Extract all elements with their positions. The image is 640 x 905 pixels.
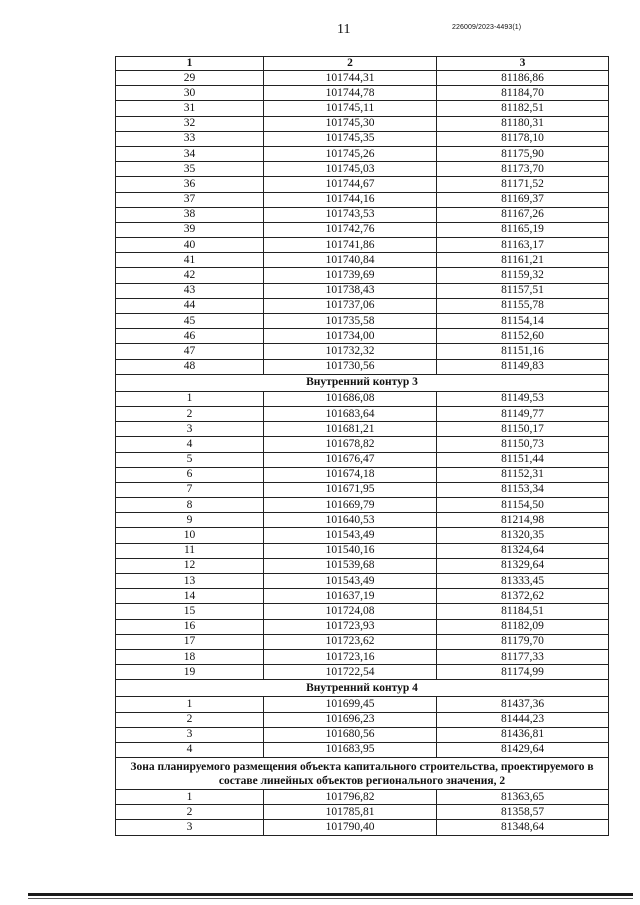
y-coordinate-cell: 81214,98 <box>437 513 609 528</box>
table-row <box>116 422 609 437</box>
point-number-cell: 39 <box>116 222 264 237</box>
table-row <box>116 283 609 298</box>
point-number-cell: 3 <box>116 727 264 742</box>
x-coordinate-cell: 101732,32 <box>264 344 437 359</box>
x-coordinate-cell: 101738,43 <box>264 283 437 298</box>
point-number-cell: 4 <box>116 742 264 757</box>
point-number-cell: 14 <box>116 589 264 604</box>
y-coordinate-cell: 81154,50 <box>437 498 609 513</box>
y-coordinate-cell: 81186,86 <box>437 71 609 86</box>
x-coordinate-cell: 101742,76 <box>264 222 437 237</box>
table-row <box>116 177 609 192</box>
point-number-cell: 18 <box>116 649 264 664</box>
x-coordinate-cell: 101737,06 <box>264 298 437 313</box>
point-number-cell: 48 <box>116 359 264 374</box>
x-coordinate-cell: 101796,82 <box>264 790 437 805</box>
point-number-cell: 35 <box>116 162 264 177</box>
y-coordinate-cell: 81151,16 <box>437 344 609 359</box>
table-row <box>116 727 609 742</box>
point-number-cell: 5 <box>116 452 264 467</box>
zone-title-row <box>116 758 609 790</box>
y-coordinate-cell: 81182,09 <box>437 619 609 634</box>
point-number-cell: 15 <box>116 604 264 619</box>
x-coordinate-cell: 101723,93 <box>264 619 437 634</box>
y-coordinate-cell: 81177,33 <box>437 649 609 664</box>
x-coordinate-cell: 101790,40 <box>264 820 437 835</box>
y-coordinate-cell: 81179,70 <box>437 634 609 649</box>
table-row <box>116 162 609 177</box>
y-coordinate-cell: 81171,52 <box>437 177 609 192</box>
y-coordinate-cell: 81151,44 <box>437 452 609 467</box>
table-row <box>116 238 609 253</box>
table-row <box>116 406 609 421</box>
x-coordinate-cell: 101744,78 <box>264 86 437 101</box>
table-row <box>116 131 609 146</box>
x-coordinate-cell: 101744,67 <box>264 177 437 192</box>
table-row <box>116 820 609 835</box>
y-coordinate-cell: 81152,31 <box>437 467 609 482</box>
section-title: Внутренний контур 4 <box>116 680 609 697</box>
point-number-cell: 13 <box>116 574 264 589</box>
table-row <box>116 452 609 467</box>
x-coordinate-cell: 101676,47 <box>264 452 437 467</box>
point-number-cell: 8 <box>116 498 264 513</box>
y-coordinate-cell: 81320,35 <box>437 528 609 543</box>
point-number-cell: 46 <box>116 329 264 344</box>
x-coordinate-cell: 101637,19 <box>264 589 437 604</box>
header-cell-y: 3 <box>437 57 609 71</box>
point-number-cell: 1 <box>116 391 264 406</box>
point-number-cell: 12 <box>116 558 264 573</box>
table-row <box>116 513 609 528</box>
point-number-cell: 16 <box>116 619 264 634</box>
point-number-cell: 1 <box>116 697 264 712</box>
point-number-cell: 45 <box>116 314 264 329</box>
x-coordinate-cell: 101744,16 <box>264 192 437 207</box>
document-code: 226009/2023-4493(1) <box>452 24 522 31</box>
page-number: 11 <box>337 22 351 37</box>
x-coordinate-cell: 101745,03 <box>264 162 437 177</box>
table-row <box>116 604 609 619</box>
table-row <box>116 329 609 344</box>
x-coordinate-cell: 101723,16 <box>264 649 437 664</box>
section-title-row <box>116 374 609 391</box>
coordinates-table <box>115 56 609 836</box>
point-number-cell: 9 <box>116 513 264 528</box>
point-number-cell: 38 <box>116 207 264 222</box>
y-coordinate-cell: 81329,64 <box>437 558 609 573</box>
table-row <box>116 805 609 820</box>
y-coordinate-cell: 81169,37 <box>437 192 609 207</box>
section-title: Внутренний контур 3 <box>116 374 609 391</box>
y-coordinate-cell: 81152,60 <box>437 329 609 344</box>
table-row <box>116 207 609 222</box>
table-row <box>116 498 609 513</box>
x-coordinate-cell: 101683,64 <box>264 406 437 421</box>
point-number-cell: 36 <box>116 177 264 192</box>
header-cell-x: 2 <box>264 57 437 71</box>
point-number-cell: 40 <box>116 238 264 253</box>
y-coordinate-cell: 81161,21 <box>437 253 609 268</box>
y-coordinate-cell: 81159,32 <box>437 268 609 283</box>
table-row <box>116 101 609 116</box>
y-coordinate-cell: 81333,45 <box>437 574 609 589</box>
table-row <box>116 712 609 727</box>
y-coordinate-cell: 81175,90 <box>437 146 609 161</box>
footer-divider <box>28 893 633 896</box>
point-number-cell: 44 <box>116 298 264 313</box>
y-coordinate-cell: 81154,14 <box>437 314 609 329</box>
point-number-cell: 17 <box>116 634 264 649</box>
x-coordinate-cell: 101680,56 <box>264 727 437 742</box>
table-row <box>116 482 609 497</box>
x-coordinate-cell: 101745,26 <box>264 146 437 161</box>
x-coordinate-cell: 101640,53 <box>264 513 437 528</box>
table-row <box>116 146 609 161</box>
x-coordinate-cell: 101734,00 <box>264 329 437 344</box>
table-row <box>116 268 609 283</box>
point-number-cell: 2 <box>116 805 264 820</box>
table-row <box>116 71 609 86</box>
x-coordinate-cell: 101739,69 <box>264 268 437 283</box>
table-row <box>116 665 609 680</box>
table-header-row <box>116 57 609 71</box>
table-row <box>116 391 609 406</box>
x-coordinate-cell: 101745,30 <box>264 116 437 131</box>
point-number-cell: 43 <box>116 283 264 298</box>
table-row <box>116 344 609 359</box>
y-coordinate-cell: 81178,10 <box>437 131 609 146</box>
y-coordinate-cell: 81167,26 <box>437 207 609 222</box>
point-number-cell: 32 <box>116 116 264 131</box>
x-coordinate-cell: 101744,31 <box>264 71 437 86</box>
x-coordinate-cell: 101723,62 <box>264 634 437 649</box>
y-coordinate-cell: 81444,23 <box>437 712 609 727</box>
x-coordinate-cell: 101543,49 <box>264 574 437 589</box>
x-coordinate-cell: 101745,11 <box>264 101 437 116</box>
x-coordinate-cell: 101539,68 <box>264 558 437 573</box>
y-coordinate-cell: 81149,53 <box>437 391 609 406</box>
table-row <box>116 222 609 237</box>
x-coordinate-cell: 101699,45 <box>264 697 437 712</box>
point-number-cell: 19 <box>116 665 264 680</box>
table-row <box>116 619 609 634</box>
y-coordinate-cell: 81358,57 <box>437 805 609 820</box>
y-coordinate-cell: 81163,17 <box>437 238 609 253</box>
x-coordinate-cell: 101740,84 <box>264 253 437 268</box>
x-coordinate-cell: 101724,08 <box>264 604 437 619</box>
y-coordinate-cell: 81174,99 <box>437 665 609 680</box>
y-coordinate-cell: 81150,17 <box>437 422 609 437</box>
point-number-cell: 34 <box>116 146 264 161</box>
table-row <box>116 742 609 757</box>
table-row <box>116 314 609 329</box>
table-row <box>116 298 609 313</box>
x-coordinate-cell: 101696,23 <box>264 712 437 727</box>
point-number-cell: 10 <box>116 528 264 543</box>
y-coordinate-cell: 81157,51 <box>437 283 609 298</box>
x-coordinate-cell: 101683,95 <box>264 742 437 757</box>
table-row <box>116 528 609 543</box>
point-number-cell: 47 <box>116 344 264 359</box>
header-cell-point: 1 <box>116 57 264 71</box>
y-coordinate-cell: 81436,81 <box>437 727 609 742</box>
x-coordinate-cell: 101686,08 <box>264 391 437 406</box>
point-number-cell: 3 <box>116 422 264 437</box>
point-number-cell: 31 <box>116 101 264 116</box>
y-coordinate-cell: 81437,36 <box>437 697 609 712</box>
x-coordinate-cell: 101741,86 <box>264 238 437 253</box>
table-row <box>116 253 609 268</box>
table-row <box>116 697 609 712</box>
point-number-cell: 4 <box>116 437 264 452</box>
y-coordinate-cell: 81363,65 <box>437 790 609 805</box>
point-number-cell: 11 <box>116 543 264 558</box>
table-row <box>116 192 609 207</box>
y-coordinate-cell: 81184,51 <box>437 604 609 619</box>
table-row <box>116 558 609 573</box>
table-row <box>116 86 609 101</box>
point-number-cell: 2 <box>116 406 264 421</box>
x-coordinate-cell: 101745,35 <box>264 131 437 146</box>
y-coordinate-cell: 81155,78 <box>437 298 609 313</box>
x-coordinate-cell: 101671,95 <box>264 482 437 497</box>
table-row <box>116 359 609 374</box>
table-row <box>116 634 609 649</box>
table-row <box>116 574 609 589</box>
section-title: Зона планируемого размещения объекта капитального строительства, проектируемого в составе линейных объектов регионального значения, 2 <box>116 758 609 790</box>
y-coordinate-cell: 81180,31 <box>437 116 609 131</box>
point-number-cell: 42 <box>116 268 264 283</box>
x-coordinate-cell: 101540,16 <box>264 543 437 558</box>
table-row <box>116 790 609 805</box>
x-coordinate-cell: 101678,82 <box>264 437 437 452</box>
y-coordinate-cell: 81149,83 <box>437 359 609 374</box>
point-number-cell: 2 <box>116 712 264 727</box>
y-coordinate-cell: 81348,64 <box>437 820 609 835</box>
y-coordinate-cell: 81429,64 <box>437 742 609 757</box>
point-number-cell: 3 <box>116 820 264 835</box>
x-coordinate-cell: 101543,49 <box>264 528 437 543</box>
y-coordinate-cell: 81324,64 <box>437 543 609 558</box>
point-number-cell: 7 <box>116 482 264 497</box>
y-coordinate-cell: 81153,34 <box>437 482 609 497</box>
section-title-row <box>116 680 609 697</box>
point-number-cell: 41 <box>116 253 264 268</box>
table-row <box>116 467 609 482</box>
y-coordinate-cell: 81149,77 <box>437 406 609 421</box>
point-number-cell: 33 <box>116 131 264 146</box>
x-coordinate-cell: 101743,53 <box>264 207 437 222</box>
x-coordinate-cell: 101674,18 <box>264 467 437 482</box>
point-number-cell: 30 <box>116 86 264 101</box>
y-coordinate-cell: 81184,70 <box>437 86 609 101</box>
point-number-cell: 37 <box>116 192 264 207</box>
table-row <box>116 543 609 558</box>
point-number-cell: 1 <box>116 790 264 805</box>
x-coordinate-cell: 101730,56 <box>264 359 437 374</box>
y-coordinate-cell: 81182,51 <box>437 101 609 116</box>
x-coordinate-cell: 101785,81 <box>264 805 437 820</box>
x-coordinate-cell: 101681,21 <box>264 422 437 437</box>
table-row <box>116 589 609 604</box>
point-number-cell: 29 <box>116 71 264 86</box>
point-number-cell: 6 <box>116 467 264 482</box>
y-coordinate-cell: 81173,70 <box>437 162 609 177</box>
table-row <box>116 649 609 664</box>
x-coordinate-cell: 101722,54 <box>264 665 437 680</box>
x-coordinate-cell: 101669,79 <box>264 498 437 513</box>
x-coordinate-cell: 101735,58 <box>264 314 437 329</box>
y-coordinate-cell: 81372,62 <box>437 589 609 604</box>
table-row <box>116 437 609 452</box>
table-row <box>116 116 609 131</box>
footer-divider-thin <box>28 898 633 899</box>
y-coordinate-cell: 81165,19 <box>437 222 609 237</box>
y-coordinate-cell: 81150,73 <box>437 437 609 452</box>
